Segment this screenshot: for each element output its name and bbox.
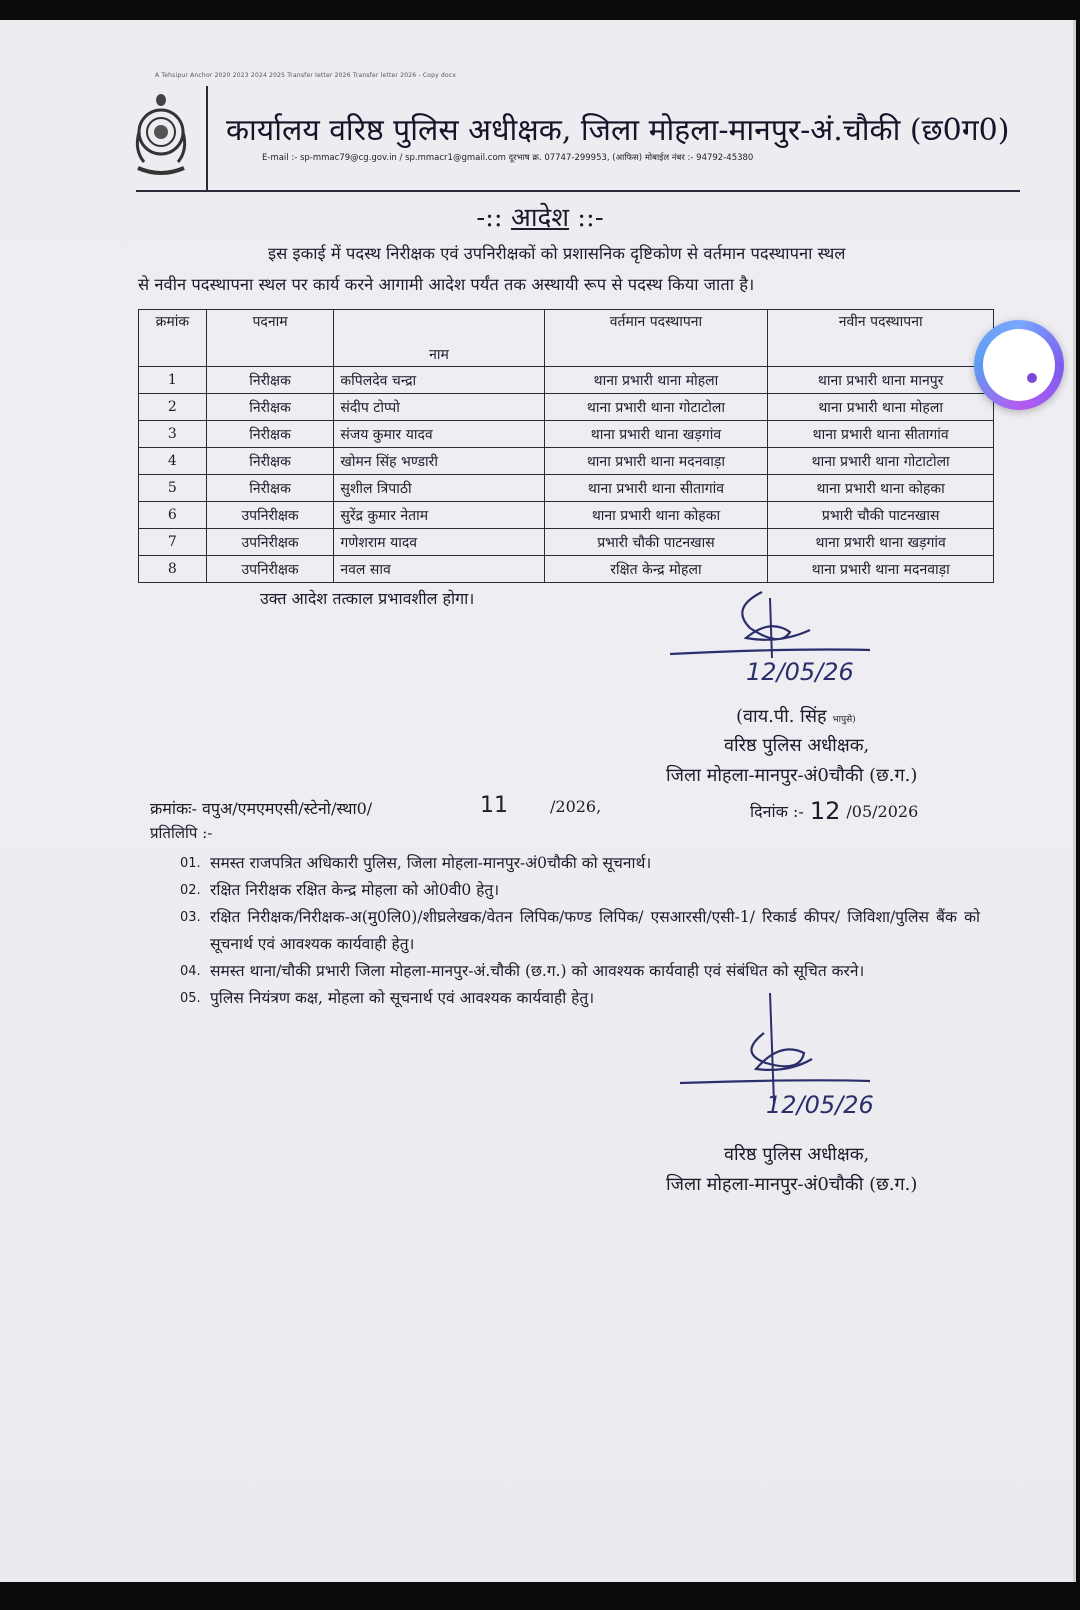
police-emblem-icon — [130, 90, 192, 182]
copy-item — [180, 877, 980, 904]
signer-name: (वाय.पी. सिंह भापुसे) — [736, 706, 856, 727]
document-page — [0, 20, 1076, 1582]
signer-2-post: वरिष्ठ पुलिस अधीक्षक, — [724, 1144, 870, 1165]
cell-current-posting: थाना प्रभारी थाना मोहला — [544, 367, 768, 394]
table-row — [139, 529, 994, 556]
copy-item-number: 03. — [180, 910, 201, 925]
order-heading: -:: आदेश ::- — [476, 203, 604, 233]
cell-current-posting: थाना प्रभारी थाना सीतागांव — [544, 475, 768, 502]
order-title: आदेश — [510, 203, 570, 233]
cell-serial: 3 — [139, 421, 207, 448]
copy-item-text: समस्त थाना/चौकी प्रभारी जिला मोहला-मानपुर-अं.चौकी (छ.ग.) को आवश्यक कार्यवाही एवं संबंधित को सूचित करने। — [210, 962, 865, 980]
copy-item-text: समस्त राजपत्रित अधिकारी पुलिस, जिला मोहला-मानपुर-अं0चौकी को सूचनार्थ। — [210, 854, 652, 872]
office-contact: E-mail :- sp-mmac79@cg.gov.in / sp.mmacr1@gmail.com दूरभाष क्र. 07747-299953, (आफिस) मोबाईल नंबर :- 94792-45380 — [262, 153, 754, 163]
header-serial: क्रमांक — [139, 310, 207, 367]
table-row — [139, 367, 994, 394]
assistant-bubble-icon — [983, 329, 1055, 401]
header-current-posting: वर्तमान पदस्थापना — [544, 310, 768, 367]
header-divider-horizontal — [136, 190, 1020, 192]
cell-serial: 7 — [139, 529, 207, 556]
signature-1-date: 12/05/26 — [746, 658, 854, 686]
cell-designation: निरीक्षक — [206, 475, 334, 502]
cell-name: नवल साव — [334, 556, 544, 583]
signature-2-date: 12/05/26 — [766, 1091, 874, 1119]
effective-note: उक्त आदेश तत्काल प्रभावशील होगा। — [260, 589, 475, 608]
cell-serial: 6 — [139, 502, 207, 529]
cell-new-posting: थाना प्रभारी थाना खड़गांव — [768, 529, 994, 556]
reference-number: 11 — [480, 793, 508, 818]
header-designation: पदनाम — [206, 310, 334, 367]
cell-serial: 4 — [139, 448, 207, 475]
cell-name: गणेशराम यादव — [334, 529, 544, 556]
cell-name: कपिलदेव चन्द्रा — [334, 367, 544, 394]
cell-serial: 5 — [139, 475, 207, 502]
cell-serial: 1 — [139, 367, 207, 394]
reference-prefix: क्रमांकः- वपुअ/एमएमएसी/स्टेनो/स्था0/ — [150, 799, 373, 818]
cell-designation: उपनिरीक्षक — [206, 556, 334, 583]
table-row — [139, 394, 994, 421]
cell-new-posting: थाना प्रभारी थाना मोहला — [768, 394, 994, 421]
copy-item — [180, 850, 980, 877]
reference-year: /2026, — [550, 797, 602, 816]
cell-name: खोमन सिंह भण्डारी — [334, 448, 544, 475]
cell-serial: 8 — [139, 556, 207, 583]
cell-serial: 2 — [139, 394, 207, 421]
header-divider-vertical — [206, 86, 208, 190]
copy-list — [180, 850, 980, 1012]
cell-current-posting: थाना प्रभारी थाना गोटाटोला — [544, 394, 768, 421]
cell-current-posting: थाना प्रभारी थाना कोहका — [544, 502, 768, 529]
cell-designation: निरीक्षक — [206, 367, 334, 394]
copy-item — [180, 904, 980, 958]
table-row — [139, 475, 994, 502]
signer-2-district: जिला मोहला-मानपुर-अं0चौकी (छ.ग.) — [666, 1174, 918, 1195]
copy-item-text: पुलिस नियंत्रण कक्ष, मोहला को सूचनार्थ एवं आवश्यक कार्यवाही हेतु। — [210, 989, 595, 1007]
cell-current-posting: रक्षित केन्द्र मोहला — [544, 556, 768, 583]
signer-post: वरिष्ठ पुलिस अधीक्षक, — [724, 735, 870, 756]
cell-name: संदीप टोप्पो — [334, 394, 544, 421]
signer-district: जिला मोहला-मानपुर-अं0चौकी (छ.ग.) — [666, 765, 918, 786]
cell-name: सुशील त्रिपाठी — [334, 475, 544, 502]
order-date: दिनांक :- 12 /05/2026 — [750, 797, 919, 825]
cell-new-posting: थाना प्रभारी थाना मदनवाड़ा — [768, 556, 994, 583]
header-new-posting: नवीन पदस्थापना — [768, 310, 994, 367]
copy-item-number: 05. — [180, 991, 201, 1006]
cell-name: सुरेंद्र कुमार नेताम — [334, 502, 544, 529]
signature-1 — [670, 588, 910, 698]
cell-current-posting: थाना प्रभारी थाना मदनवाड़ा — [544, 448, 768, 475]
cell-current-posting: प्रभारी चौकी पाटनखास — [544, 529, 768, 556]
transfer-table — [138, 309, 994, 583]
header-name: नाम — [334, 310, 544, 367]
cell-designation: निरीक्षक — [206, 421, 334, 448]
assistant-floating-button[interactable] — [974, 320, 1064, 410]
table-row — [139, 421, 994, 448]
table-row — [139, 502, 994, 529]
cell-designation: उपनिरीक्षक — [206, 529, 334, 556]
cell-new-posting: प्रभारी चौकी पाटनखास — [768, 502, 994, 529]
cell-designation: निरीक्षक — [206, 394, 334, 421]
copy-label: प्रतिलिपि :- — [150, 824, 213, 842]
cell-new-posting: थाना प्रभारी थाना गोटाटोला — [768, 448, 994, 475]
cell-new-posting: थाना प्रभारी थाना कोहका — [768, 475, 994, 502]
cell-designation: निरीक्षक — [206, 448, 334, 475]
copy-item-text: रक्षित निरीक्षक रक्षित केन्द्र मोहला को ओ0वी0 हेतु। — [210, 881, 500, 899]
signature-2 — [680, 993, 920, 1133]
copy-item — [180, 958, 980, 985]
file-path-text: A Tehsipur Anchor 2020 2023 2024 2025 Transfer letter 2026 Transfer letter 2026 - Copy docx — [155, 72, 457, 79]
cell-name: संजय कुमार यादव — [334, 421, 544, 448]
cell-new-posting: थाना प्रभारी थाना सीतागांव — [768, 421, 994, 448]
copy-item-number: 04. — [180, 964, 201, 979]
cell-new-posting: थाना प्रभारी थाना मानपुर — [768, 367, 994, 394]
assistant-dot-icon — [1027, 373, 1037, 383]
copy-item-number: 01. — [180, 856, 201, 871]
copy-item-number: 02. — [180, 883, 201, 898]
office-title: कार्यालय वरिष्ठ पुलिस अधीक्षक, जिला मोहला-मानपुर-अं.चौकी (छ0ग0) — [226, 113, 1010, 148]
table-row — [139, 556, 994, 583]
cell-current-posting: थाना प्रभारी थाना खड़गांव — [544, 421, 768, 448]
cell-designation: उपनिरीक्षक — [206, 502, 334, 529]
table-header-row — [139, 310, 994, 367]
order-intro: इस इकाई में पदस्थ निरीक्षक एवं उपनिरीक्षकों को प्रशासनिक दृष्टिकोण से वर्तमान पदस्थापना स्थल से नवीन पदस्थापना स्थल पर कार्य करने आगामी आदेश पर्यंत तक अस्थायी रूप से पदस्थ किया जाता है। — [138, 244, 846, 294]
copy-item-text: रक्षित निरीक्षक/निरीक्षक-अ(मु0लि0)/शीघ्रलेखक/वेतन लिपिक/फण्ड लिपिक/ एसआरसी/एसी-1/ रिकार्ड कीपर/ जिविशा/पुलिस बैंक को सूचनार्थ एवं आवश्यक कार्यवाही हेतु। — [210, 908, 980, 953]
table-row — [139, 448, 994, 475]
